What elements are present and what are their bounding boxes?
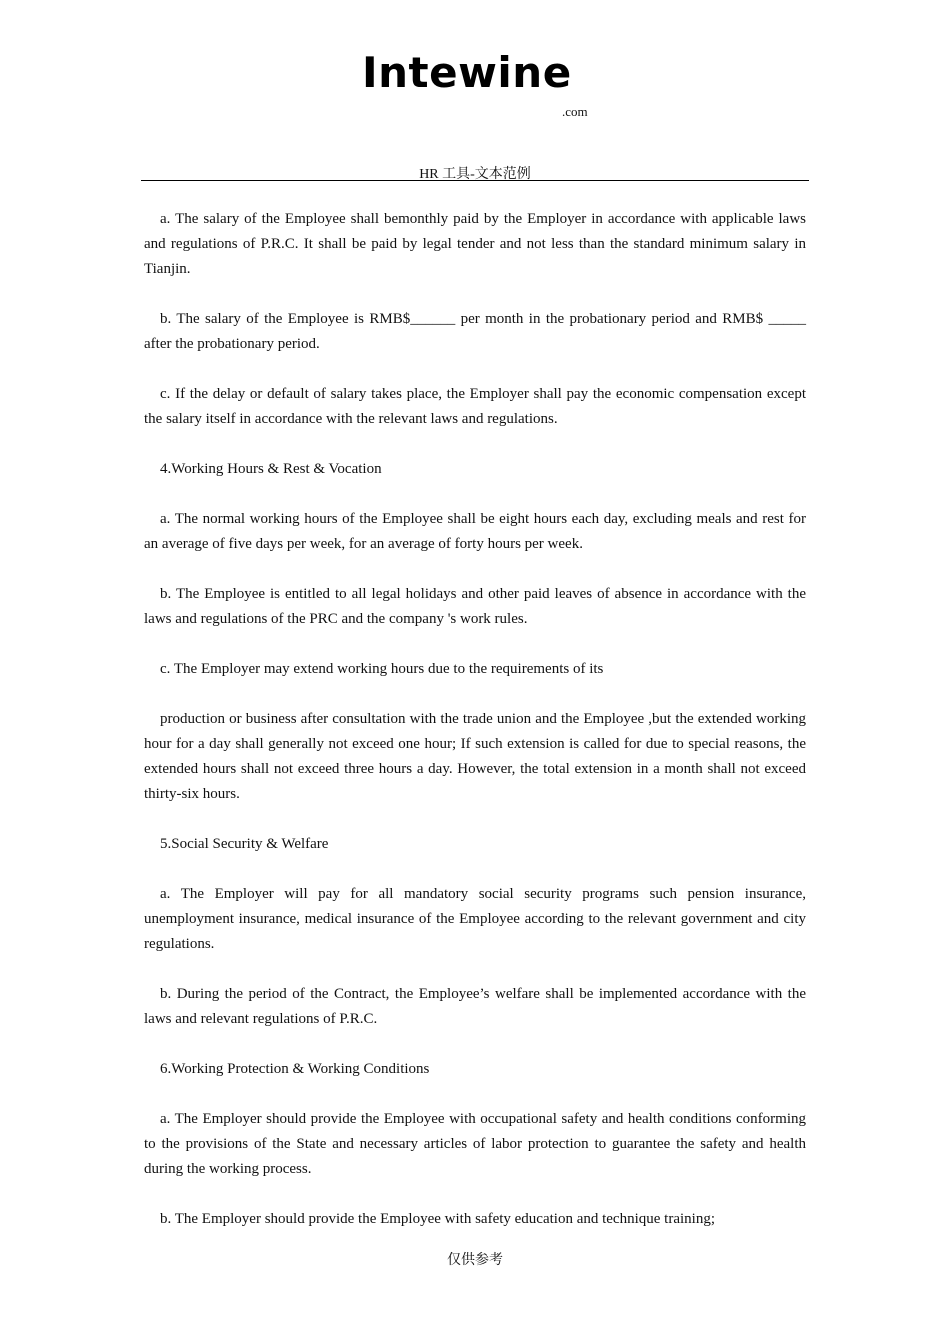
clause-social-b: b. During the period of the Contract, the Employee’s welfare shall be implemented accordance with the laws and relevant regulations of P.R.C. bbox=[144, 986, 806, 1027]
clause-protection-a: a. The Employer should provide the Employee with occupational safety and health conditions conforming to the provisions of the State and necessary articles of labor protection to guarantee the safety and health during the working process. bbox=[144, 1111, 806, 1177]
brand-logo-suffix: .com bbox=[562, 104, 588, 119]
clause-hours-b: b. The Employee is entitled to all legal holidays and other paid leaves of absence in accordance with the laws and regulations of the PRC and the company 's work rules. bbox=[144, 586, 806, 627]
clause-hours-c: c. The Employer may extend working hours due to the requirements of its bbox=[160, 661, 604, 677]
page-header-title: HR 工具-文本范例 bbox=[419, 167, 531, 182]
clause-hours-a: a. The normal working hours of the Employee shall be eight hours each day, excluding meals and rest for an average of five days per week, for an average of forty hours per week. bbox=[144, 511, 806, 552]
section-heading-working-protection: 6.Working Protection & Working Conditions bbox=[160, 1061, 430, 1077]
clause-social-a: a. The Employer will pay for all mandatory social security programs such pension insurance, unemployment insurance, medical insurance of the Employee according to the relevant government and city regulations. bbox=[144, 886, 806, 952]
header-divider bbox=[141, 180, 809, 181]
brand-logo: Intewine bbox=[362, 48, 572, 97]
section-heading-social-security: 5.Social Security & Welfare bbox=[160, 836, 329, 852]
clause-protection-b: b. The Employer should provide the Employee with safety education and technique training; bbox=[160, 1211, 715, 1227]
page-footer: 仅供参考 bbox=[447, 1253, 503, 1268]
clause-salary-c: c. If the delay or default of salary takes place, the Employer shall pay the economic compensation except the salary itself in accordance with the relevant laws and regulations. bbox=[144, 386, 806, 427]
section-heading-working-hours: 4.Working Hours & Rest & Vocation bbox=[160, 461, 382, 477]
clause-hours-c-continued: production or business after consultation with the trade union and the Employee ,but the extended working hour for a day shall generally not exceed one hour; If such extension is called for due to special reasons, the extended hours shall not exceed three hours a day. However, the total extension in a month shall not exceed thirty-six hours. bbox=[144, 711, 806, 802]
clause-salary-a: a. The salary of the Employee shall bemonthly paid by the Employer in accordance with applicable laws and regulations of P.R.C. It shall be paid by legal tender and not less than the standard minimum salary in Tianjin. bbox=[144, 211, 806, 277]
clause-salary-b: b. The salary of the Employee is RMB$______ per month in the probationary period and RMB$ _____ after the probationary period. bbox=[144, 311, 806, 352]
document-body bbox=[144, 207, 806, 1232]
